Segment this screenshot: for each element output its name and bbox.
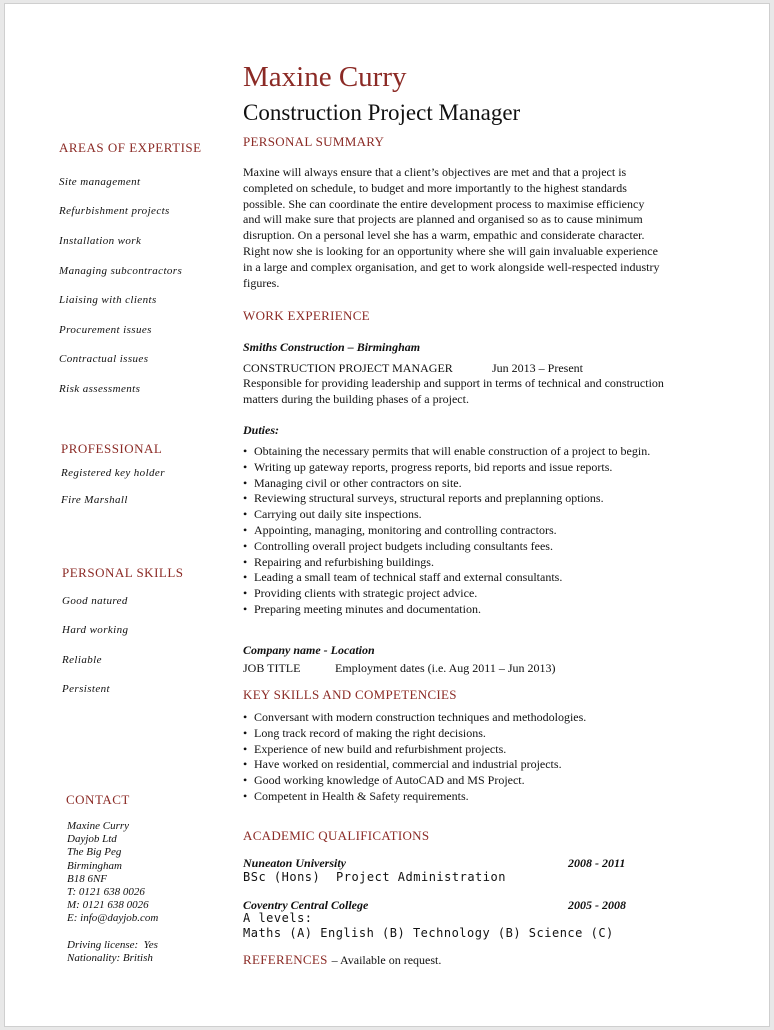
duty-item: • Carrying out daily site inspections. — [243, 507, 422, 522]
duty-item: • Managing civil or other contractors on site. — [243, 475, 462, 490]
job2-title: JOB TITLE — [243, 661, 301, 675]
personal-skills-heading: PERSONAL SKILLS — [62, 565, 184, 580]
personal-skill-item: Good natured — [62, 595, 128, 607]
job2-dates: Employment dates (i.e. Aug 2011 – Jun 2013) — [335, 661, 556, 675]
contact-heading: CONTACT — [66, 792, 130, 807]
skill-item: • Experience of new build and refurbishment projects. — [243, 741, 507, 756]
professional-heading: PROFESSIONAL — [61, 441, 163, 456]
a-levels-label: A levels: — [243, 911, 313, 925]
summary-line: completed on schedule, to budget and more importantly to the highest standards — [243, 180, 627, 195]
skill-item: • Conversant with modern construction techniques and methodologies. — [243, 710, 587, 724]
summary-paragraph — [243, 165, 659, 291]
summary-line: Maxine will always ensure that a client’s objectives are met and that a project is — [243, 165, 627, 179]
duty-item: • Leading a small team of technical staff and external consultants. — [243, 570, 563, 585]
expertise-item: Contractual issues — [59, 353, 149, 365]
college-dates: 2005 - 2008 — [568, 898, 626, 912]
professional-item: Registered key holder — [61, 467, 165, 479]
college-name: Coventry Central College — [243, 898, 369, 912]
contact-email: E: info@dayjob.com — [67, 912, 159, 925]
personal-skill-item: Persistent — [62, 683, 110, 695]
duty-item: • Preparing meeting minutes and documentation. — [243, 601, 481, 616]
references-heading: REFERENCES — [243, 952, 328, 967]
contact-line: The Big Peg — [67, 846, 122, 859]
contact-mobile: M: 0121 638 0026 — [67, 899, 149, 912]
expertise-item: Liaising with clients — [59, 294, 157, 306]
duty-item: • Reviewing structural surveys, structural reports and preplanning options. — [243, 491, 604, 506]
driving-license: Driving license: Yes — [67, 939, 158, 951]
summary-line: Right now she is looking for an opportunity where she will gain invaluable experience — [243, 243, 658, 258]
skill-item: • Have worked on residential, commercial and industrial projects. — [243, 757, 562, 772]
contact-extra-block — [67, 939, 158, 965]
job1-company: Smiths Construction – Birmingham — [243, 340, 421, 354]
expertise-item: Managing subcontractors — [59, 265, 183, 277]
job1-dates: Jun 2013 – Present — [492, 361, 583, 375]
candidate-name: Maxine Curry — [243, 61, 407, 93]
summary-heading: PERSONAL SUMMARY — [243, 134, 385, 149]
contact-line: Dayjob Ltd — [67, 833, 117, 846]
duties-list — [243, 444, 650, 618]
contact-line: Birmingham — [67, 859, 122, 872]
job2-company: Company name - Location — [243, 643, 375, 657]
duty-item: • Controlling overall project budgets including consultants fees. — [243, 538, 553, 553]
expertise-item: Refurbishment projects — [59, 205, 170, 217]
personal-skill-item: Reliable — [62, 654, 102, 666]
duty-item: • Providing clients with strategic project advice. — [243, 586, 478, 601]
summary-line: in a large and complex organisation, and get to work alongside well-respected industry — [243, 259, 660, 274]
duty-item: • Appointing, managing, monitoring and controlling contractors. — [243, 522, 557, 537]
education-heading: ACADEMIC QUALIFICATIONS — [243, 828, 430, 843]
contact-phone: T: 0121 638 0026 — [67, 886, 145, 899]
references-line — [243, 951, 441, 969]
nationality: Nationality: British — [67, 952, 153, 965]
expertise-item: Procurement issues — [59, 324, 152, 336]
professional-item: Fire Marshall — [61, 494, 128, 506]
expertise-item: Site management — [59, 176, 141, 188]
summary-line: possible. She can coordinate the entire development process to maximise efficiency — [243, 196, 645, 211]
summary-line: disruption. On a personal level she has a warm, empathic and considerate character. — [243, 228, 645, 243]
skills-list — [243, 710, 586, 805]
references-text: – Available on request. — [331, 953, 442, 967]
duty-item: • Obtaining the necessary permits that will enable construction of a project to begin. — [243, 444, 651, 458]
skill-item: • Good working knowledge of AutoCAD and MS Project. — [243, 773, 525, 788]
duty-item: • Writing up gateway reports, progress reports, bid reports and issue reports. — [243, 459, 613, 474]
skills-heading: KEY SKILLS AND COMPETENCIES — [243, 687, 457, 702]
candidate-job-title: Construction Project Manager — [243, 100, 521, 125]
contact-address-block — [67, 820, 158, 926]
job1-desc-line: matters during the building phases of a project. — [243, 391, 469, 406]
work-heading: WORK EXPERIENCE — [243, 308, 370, 323]
university-name: Nuneaton University — [243, 856, 347, 870]
expertise-item: Installation work — [59, 235, 142, 247]
job1-role: CONSTRUCTION PROJECT MANAGER — [243, 361, 453, 375]
degree-name: BSc (Hons) — [243, 870, 321, 884]
course-name: Project Administration — [336, 870, 506, 884]
university-dates: 2008 - 2011 — [568, 856, 626, 870]
contact-line: Maxine Curry — [67, 820, 130, 832]
a-levels-grades: Maths (A) English (B) Technology (B) Science (C) — [243, 926, 614, 940]
summary-line: and will make sure that projects are planned and organised so as to cause minimum — [243, 212, 643, 227]
job1-desc-line: Responsible for providing leadership and support in terms of technical and construction — [243, 376, 664, 390]
summary-line: figures. — [243, 275, 280, 290]
contact-line: B18 6NF — [67, 872, 108, 885]
expertise-item: Risk assessments — [59, 383, 141, 395]
personal-skill-item: Hard working — [62, 624, 129, 636]
resume-page — [4, 3, 770, 1027]
job1-description — [243, 376, 664, 408]
expertise-heading: AREAS OF EXPERTISE — [59, 140, 202, 155]
skill-item: • Competent in Health & Safety requirements. — [243, 788, 469, 803]
duties-label: Duties: — [243, 423, 279, 437]
skill-item: • Long track record of making the right decisions. — [243, 725, 486, 740]
duty-item: • Repairing and refurbishing buildings. — [243, 554, 434, 569]
